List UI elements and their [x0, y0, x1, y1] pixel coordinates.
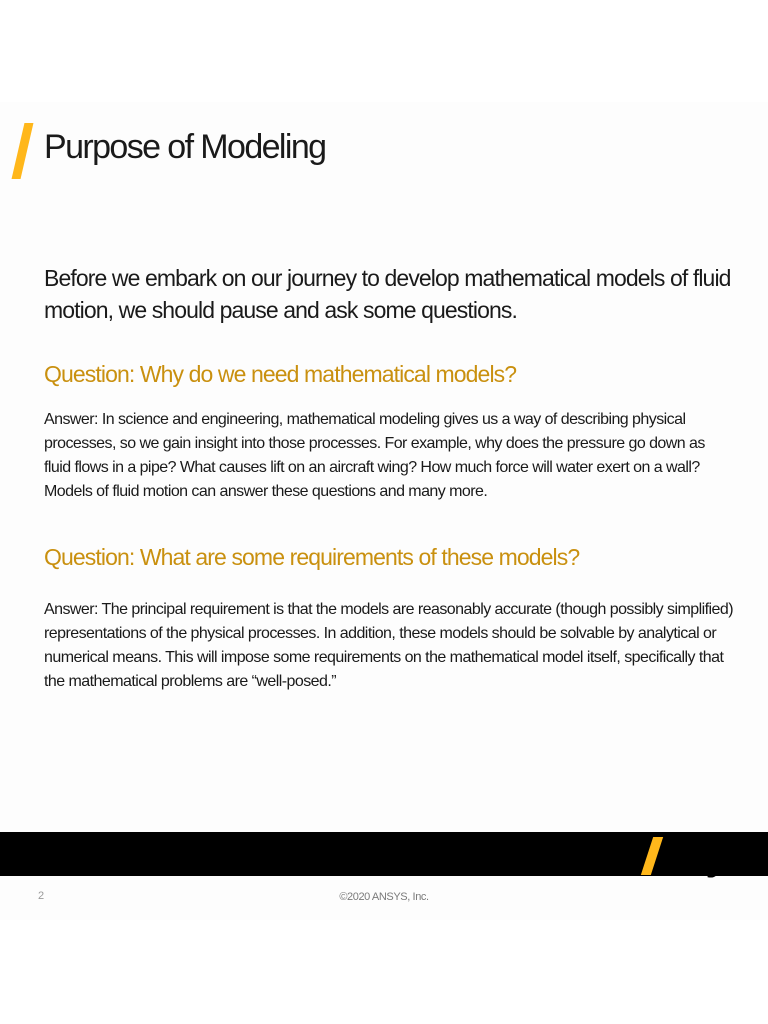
- page-number: 2: [38, 890, 45, 902]
- intro-paragraph: Before we embark on our journey to develop mathematical models of fluid motion, we should pause and ask some questions.: [44, 265, 731, 323]
- question-heading-2: Question: What are some requirements of these models?: [44, 544, 580, 570]
- copyright-notice: ©2020 ANSYS, Inc.: [339, 891, 429, 903]
- ansys-logo-text: nsys: [662, 834, 746, 878]
- slide-background: [0, 102, 768, 920]
- question-heading-1: Question: Why do we need mathematical models?: [44, 361, 517, 387]
- answer-paragraph-2: Answer: The principal requirement is that the models are reasonably accurate (though possibly simplified) representations of the physical processes. In addition, these models should be solvable by analytical or numerical means. This will impose some requirements on the mathematical model itself, specifically that the mathematical problems are “well-posed.”: [44, 601, 733, 690]
- ansys-logo: [647, 828, 746, 884]
- answer-paragraph-1: Answer: In science and engineering, mathematical modeling gives us a way of describing physical processes, so we gain insight into those processes. For example, why does the pressure go down as fluid flows in a pipe? What causes lift on an aircraft wing? How much force will water exert on a wall? Models of fluid motion can answer these questions and many more.: [44, 411, 705, 500]
- slide-title: Purpose of Modeling: [44, 128, 326, 166]
